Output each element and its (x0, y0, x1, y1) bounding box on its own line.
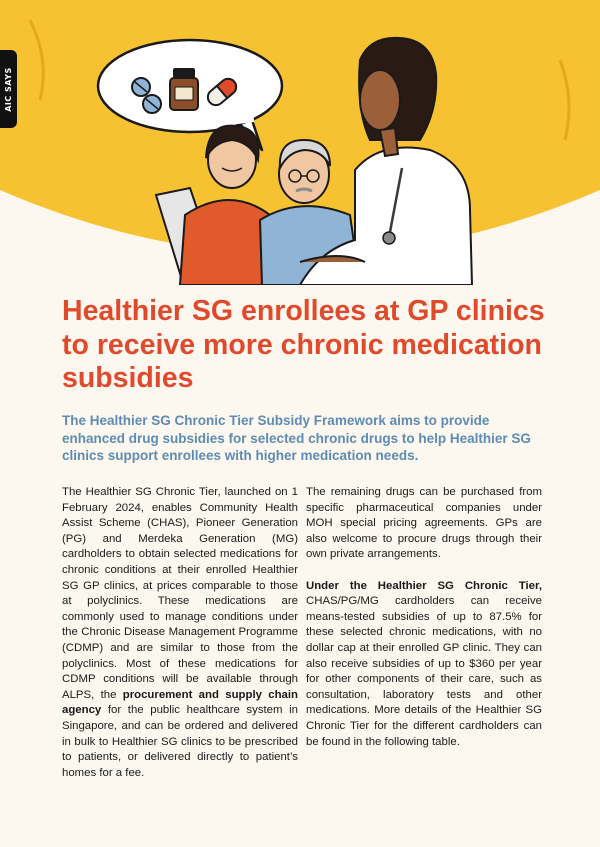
body-paragraph: The remaining drugs can be purchased from specific pharmaceutical companies under MOH special pricing agreements. GPs are also welcome to procure drugs through their own private arrangements. (306, 486, 542, 561)
body-text-bold: Under the Healthier SG Chronic Tier, (306, 579, 542, 592)
section-tab-label: AIC SAYS (4, 66, 14, 112)
body-text-bold: procurement and supply chain agency (62, 688, 298, 717)
hero-svg (0, 0, 600, 285)
body-text: for the public healthcare system in Singapore, and can be ordered and delivered in bulk to Healthier SG clinics to be prescribed to patients, or delivered directly to patient’s homes for a fee. (62, 704, 298, 779)
section-tab (0, 50, 17, 128)
medicine-bottle-icon (170, 68, 198, 110)
article-lead: The Healthier SG Chronic Tier Subsidy Framework aims to provide enhanced drug subsidies for selected chronic drugs to help Healthier SG clinics support enrollees with higher medication needs. (62, 413, 531, 463)
body-column-right (306, 485, 542, 750)
body-text: CHAS/PG/MG cardholders can receive means-tested subsidies of up to 87.5% for these selected chronic medications, with no dollar cap at their enrolled GP clinic. They can also receive subsidies of up to $360 per year for other components of their care, such as consultation, laboratory tests and other medications. More details of the Healthier SG Chronic Tier for the different cardholders can be found in the following table. (306, 595, 542, 748)
body-column-left (62, 485, 298, 781)
body-text: The Healthier SG Chronic Tier, launched on 1 February 2024, enables Community Health Assist Scheme (CHAS), Pioneer Generation (PG) and Merdeka Generation (MG) cardholders to obtain selected medications for chronic conditions at their enrolled Healthier SG GP clinics, at prices comparable to those at polyclinics. These medications are commonly used to manage conditions under the Chronic Disease Management Programme (CDMP) and are similar to those from the polyclinics. Most of these medications for CDMP conditions will be available through ALPS, the (62, 486, 298, 701)
hero-illustration (0, 0, 600, 285)
body-paragraph (306, 579, 542, 751)
article-title: Healthier SG enrollees at GP clinics to receive more chronic medication subsidies (62, 295, 545, 394)
body-paragraph (62, 485, 298, 781)
